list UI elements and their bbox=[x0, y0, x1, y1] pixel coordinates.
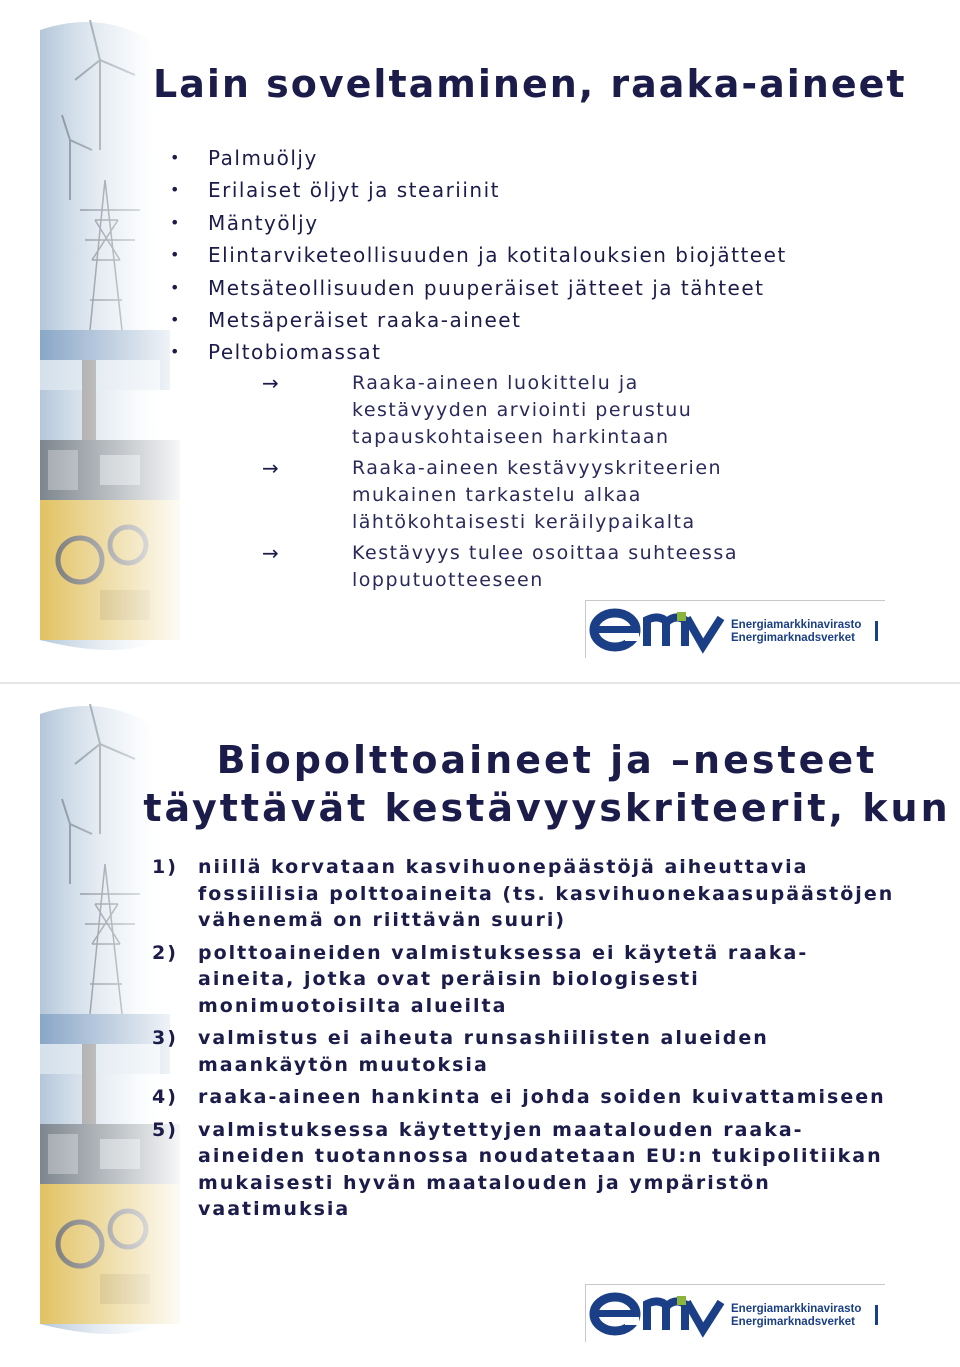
item-text: valmistuksessa käytettyjen maatalouden raaka-aineiden tuotannossa noudatetaan EU:n tukipolitiikan mukaisesti hyvän maatalouden ja ympäristön vaatimuksia bbox=[198, 1118, 883, 1220]
list-item bbox=[152, 940, 898, 1020]
item-number: 5) bbox=[152, 1118, 178, 1141]
list-item: • Palmuöljy bbox=[170, 143, 787, 175]
list-item bbox=[152, 1117, 898, 1223]
emv-logo-mark bbox=[589, 606, 727, 654]
item-number: 4) bbox=[152, 1086, 178, 1108]
list-item: • Erilaiset öljyt ja steariinit bbox=[170, 175, 787, 207]
arrow-right-icon: → bbox=[262, 371, 281, 395]
item-text: raaka-aineen hankinta ei johda soiden kuivattamiseen bbox=[198, 1086, 886, 1108]
list-item: • Mäntyöljy bbox=[170, 208, 787, 240]
arrow-note-text: Raaka-aineen luokittelu ja kestävyyden arviointi perustuu tapauskohtaiseen harkintaan bbox=[352, 372, 693, 448]
emv-logo bbox=[585, 600, 885, 658]
arrow-note bbox=[262, 540, 772, 594]
item-text: polttoaineiden valmistuksessa ei käytetä raaka-aineita, jotka ovat peräisin biologisesti monimuotoisilta alueilta bbox=[198, 941, 809, 1017]
agency-name-sv: Energimarknadsverket bbox=[731, 1316, 856, 1328]
list-item: • Metsäteollisuuden puuperäiset jätteet ja tähteet bbox=[170, 273, 787, 305]
arrow-right-icon: → bbox=[262, 456, 281, 480]
item-number: 1) bbox=[152, 856, 178, 878]
item-number: 3) bbox=[152, 1027, 178, 1049]
list-item bbox=[152, 1084, 898, 1111]
arrow-notes bbox=[262, 370, 772, 594]
item-text: valmistus ei aiheuta runsashiilisten alueiden maankäytön muutoksia bbox=[198, 1027, 769, 1076]
arrow-note bbox=[262, 455, 772, 536]
arrow-note-text: Kestävyys tulee osoittaa suhteessa lopputuotteeseen bbox=[352, 542, 738, 591]
agency-name-fi: Energiamarkkinavirasto bbox=[731, 619, 862, 631]
list-item: • Metsäperäiset raaka-aineet bbox=[170, 305, 787, 337]
arrow-note bbox=[262, 370, 772, 451]
slide-title bbox=[0, 736, 960, 832]
raw-material-list bbox=[170, 143, 787, 370]
slide-2 bbox=[0, 684, 960, 1367]
arrow-right-icon: → bbox=[262, 541, 281, 565]
slide-title: Lain soveltaminen, raaka-aineet bbox=[153, 62, 907, 106]
agency-name-sv: Energimarknadsverket bbox=[731, 632, 856, 644]
list-item bbox=[152, 854, 898, 934]
list-item bbox=[152, 1025, 898, 1078]
criteria-list bbox=[152, 854, 898, 1223]
slide-title-line: täyttävät kestävyyskriteerit, kun bbox=[143, 786, 951, 830]
slide-1 bbox=[0, 0, 960, 683]
arrow-note-text: Raaka-aineen kestävyyskriteerien mukainen tarkastelu alkaa lähtökohtaisesti keräilypaikalta bbox=[352, 457, 723, 533]
list-item: • Elintarviketeollisuuden ja kotitalouksien biojätteet bbox=[170, 240, 787, 272]
list-item: • Peltobiomassat bbox=[170, 337, 787, 369]
emv-logo bbox=[585, 1284, 885, 1342]
slide-title-line: Biopolttoaineet ja –nesteet bbox=[216, 738, 878, 782]
item-number: 2) bbox=[152, 941, 178, 964]
agency-name-fi: Energiamarkkinavirasto bbox=[731, 1303, 862, 1315]
item-text: niillä korvataan kasvihuonepäästöjä aiheuttavia fossiilisia polttoaineita (ts. kasvihuonekaasupäästöjen vähenemä on riittävän suuri) bbox=[198, 856, 895, 931]
emv-logo-mark bbox=[589, 1290, 727, 1338]
